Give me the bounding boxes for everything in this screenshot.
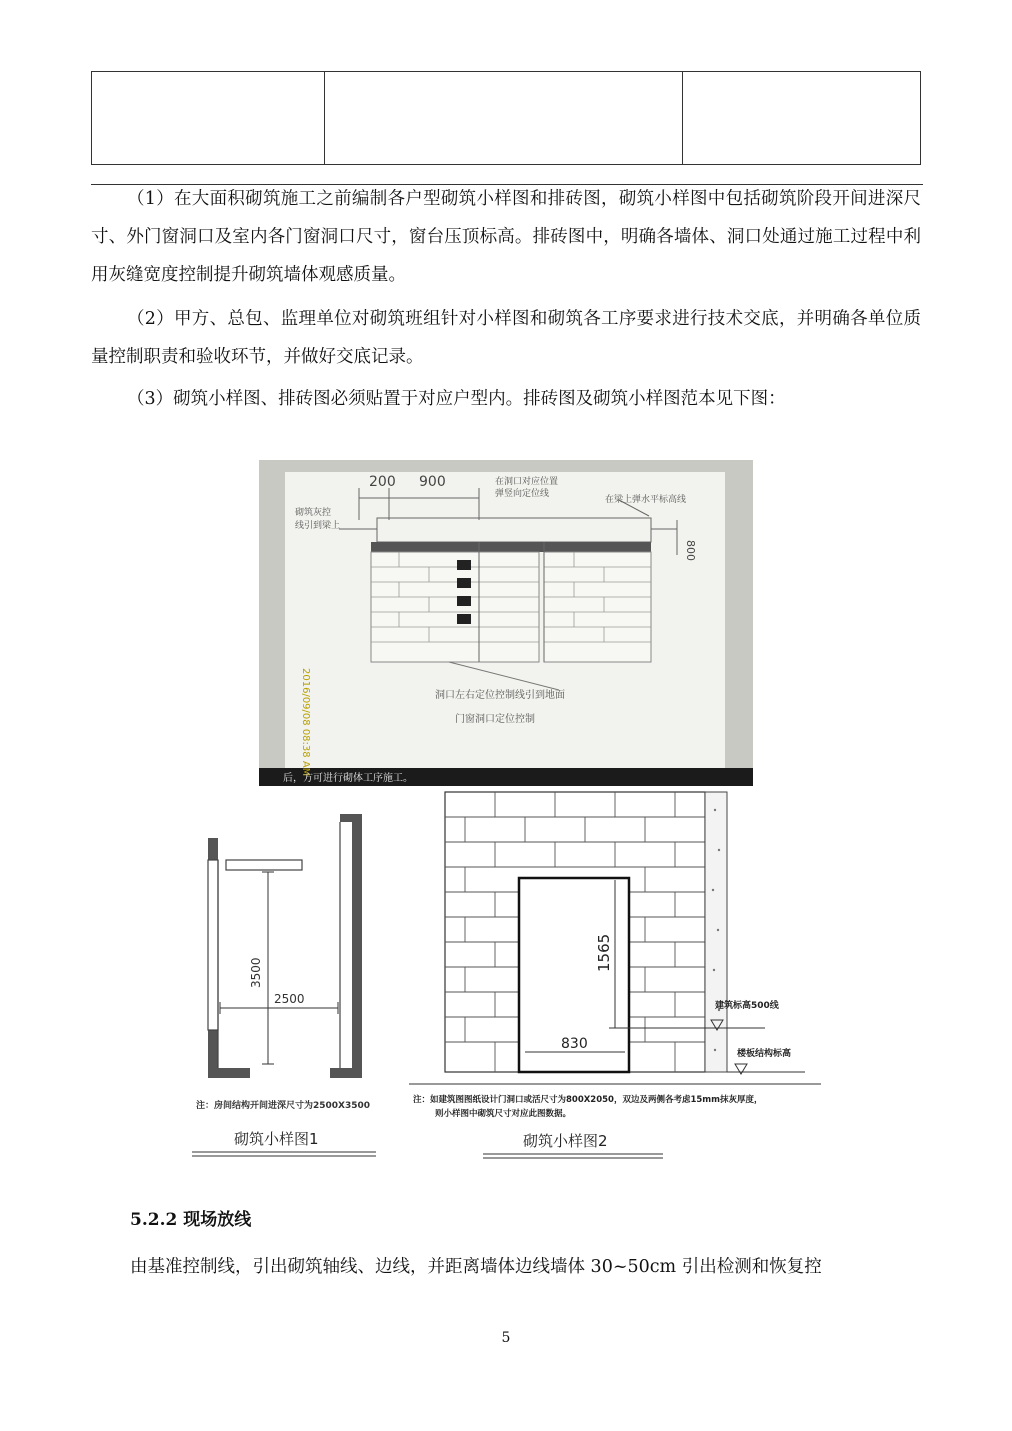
sketch2-title: 砌筑小样图2	[523, 1132, 608, 1150]
section-heading: 5.2.2 现场放线	[130, 1210, 252, 1230]
table-cell	[683, 72, 921, 165]
sketch2-note-2: 则小样图中砌筑尺寸对应此图数据。	[435, 1109, 572, 1119]
section-body: 由基准控制线，引出砌筑轴线、边线，并距离墙体边线墙体 30~50cm 引出检测和恢复控	[130, 1257, 822, 1277]
sketch2-dim-830: 830	[561, 1036, 588, 1052]
sketch-1-drawing	[190, 810, 390, 1160]
photo-timestamp: 2016/09/08 08:38 AM	[300, 668, 311, 777]
sketch1-note: 注：房间结构开间进深尺寸为2500X3500	[196, 1101, 371, 1111]
table-cell	[92, 72, 325, 165]
sketch2-label-slab: 楼板结构标高	[737, 1049, 792, 1059]
photo-label-right: 在梁上弹水平标高线	[605, 495, 687, 505]
photo-label-left-1: 砌筑灰控	[295, 508, 332, 518]
sketch1-title: 砌筑小样图1	[234, 1130, 319, 1148]
paragraph-1: （1）在大面积砌筑施工之前编制各户型砌筑小样图和排砖图，砌筑小样图中包括砌筑阶段开间进深尺寸、外门窗洞口及室内各门窗洞口尺寸，窗台压顶标高。排砖图中，明确各墙体、洞口处通过施工过程中利用灰缝宽度控制提升砌筑墙体观感质量。	[91, 189, 921, 285]
sketch2-dim-1565: 1565	[595, 933, 613, 972]
photo-label-top-2: 弹竖向定位线	[495, 489, 550, 499]
sketch1-dim-width: 2500	[274, 992, 305, 1006]
page-number: 5	[501, 1330, 511, 1346]
photo-dim-200: 200	[369, 474, 396, 490]
sketch2-label-500: 建筑标高500线	[715, 1001, 779, 1011]
photo-dim-900: 900	[419, 474, 446, 490]
photo-label-left-2: 线引到梁上	[295, 521, 341, 531]
sketch-2-drawing	[405, 790, 825, 1162]
photo-label-bottom: 洞口左右定位控制线引到地面	[435, 690, 565, 701]
paragraph-3: （3）砌筑小样图、排砖图必须贴置于对应户型内。排砖图及砌筑小样图范本见下图：	[127, 389, 786, 409]
photo-label-top-1: 在洞口对应位置	[495, 477, 559, 487]
table-cell	[325, 72, 683, 165]
photo-footer: 后，方可进行砌体工序施工。	[283, 773, 413, 784]
photo-dim-800: 800	[684, 540, 697, 561]
top-table	[91, 71, 921, 165]
photo-caption: 门窗洞口定位控制	[455, 714, 535, 725]
sketch1-dim-height: 3500	[249, 957, 263, 988]
brick-layout-photo	[259, 460, 753, 786]
paragraph-2: （2）甲方、总包、监理单位对砌筑班组针对小样图和砌筑各工序要求进行技术交底，并明确各单位质量控制职责和验收环节，并做好交底记录。	[91, 309, 921, 367]
sketch2-note-1: 注：如建筑图图纸设计门洞口或活尺寸为800X2050，双边及两侧各考虑15mm抹灰厚度，	[413, 1095, 763, 1105]
